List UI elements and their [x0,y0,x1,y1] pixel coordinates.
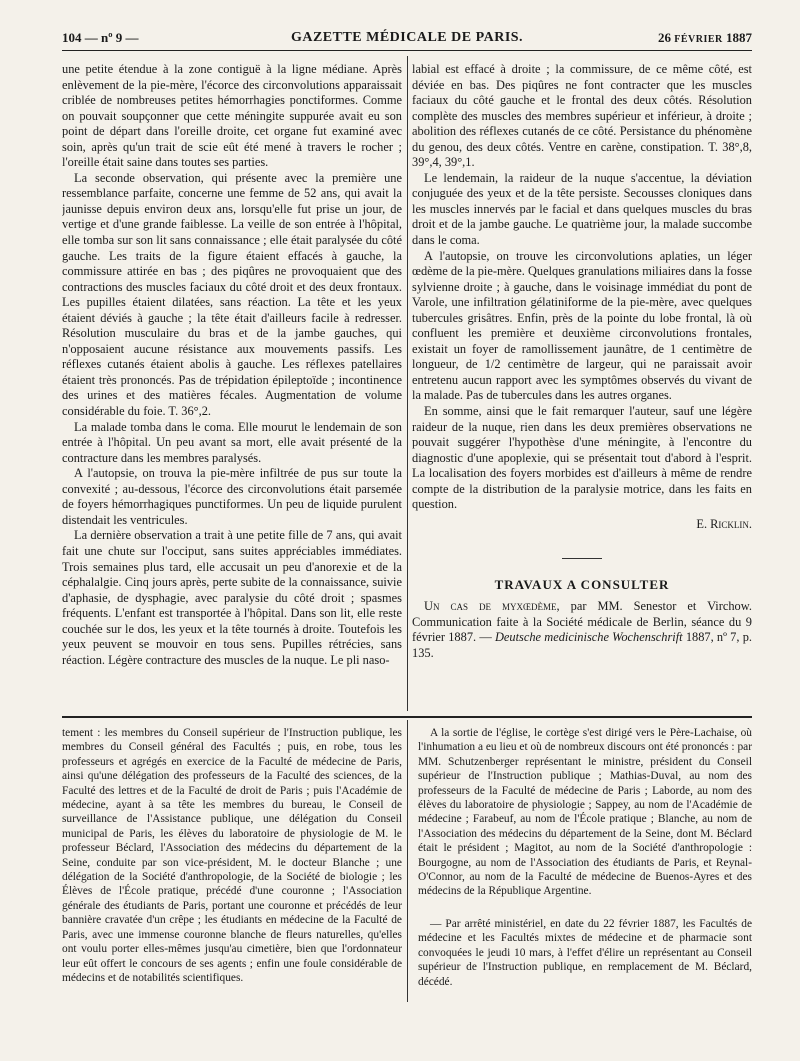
bottom-left-column [62,726,402,1006]
paragraph: La malade tomba dans le coma. Elle mourut le lendemain de son entrée à l'hôpital. Un peu avant sa mort, elle avait présenté de la contracture dans les membres paralysés. [62,419,402,465]
paragraph: La dernière observation a trait à une petite fille de 7 ans, qui avait fait une chute sur l'occiput, sans suites appréciables immédiates. Trois semaines plus tard, elle accusait un peu d'anorexie et de la céphalalgie. Cinq jours après, perte subite de la connaissance, suivie d'aphasie, de dysphagie, avec paralysie du côté droit ; spasmes fréquents. L'enfant est transportée à l'hôpital. Dans son lit, elle reste couchée sur le dos, les yeux et la tête tournés à droite. Toutefois les yeux peuvent se mouvoir en tous sens. Pupilles rétrécies, sans réaction. Légère contracture des muscles de la nuque. Le pli naso- [62,528,402,667]
section-divider [562,558,602,559]
feuilleton-rule [62,716,752,718]
column-divider-bottom [407,720,408,1002]
right-column [412,62,752,710]
paragraph: labial est effacé à droite ; la commissure, de ce même côté, est déviée en bas. Des piqûres ne font contracter que les muscles faciaux du côté gauche et le frontal des deux côtés. Résolution complète des muscles des membres supérieur et inférieur, à droite ; abolition des réflexes cutanés de ce côté. Persistance du phénomène du genou, des deux côtés. Ventre en carène, constipation. T. 38°,8, 39°,4, 39°,1. [412,62,752,170]
column-divider [407,56,408,711]
paragraph: La seconde observation, qui présente avec la première une ressemblance parfaite, concerne une femme de 52 ans, qui avait la jaunisse depuis environ deux ans, lorsqu'elle fut prise un jour, de vertige et d'une grande faiblesse. La veille de son entrée à l'hôpital, elle tomba sur son lit sans connaissance ; elle était paralysée du côté gauche. Les traits de la figure étaient effacés à gauche, la commissure attirée en bas ; des piqûres ne provoquaient que des contractions des muscles faciaux du côté droit et des deux frontaux. Les pupilles étaient dilatées, sans réaction. La tête et les yeux étaient déviés à gauche ; la tête était d'ailleurs facile à redresser. Résolution musculaire du bras et de la jambe gauches, qui n'opposaient aucune résistance aux mouvements passifs. Les réflexes cutanés étaient abolis à gauche. Les réflexes patellaires étaient très prononcés. Pas de trépidation épileptoïde ; incontinence des urines et des matières fécales. Augmentation de volume considérable du foie. T. 36°,2. [62,170,402,419]
paragraph: A la sortie de l'église, le cortège s'est dirigé vers le Père-Lachaise, où l'inhumation a eu lieu et où de nombreux discours ont été prononcés : par MM. Schutzenberger représentant le ministre, président du Conseil supérieur de l'Instruction publique ; Mathias-Duval, au nom des professeurs de la Faculté de médecine de Paris ; Laborde, au nom des élèves du laboratoire de physiologie ; Sappey, au nom de l'Académie de médecine ; Farabeuf, au nom de l'École pratique ; Blanche, au nom de l'Association des médecins du département de la Seine, dont M. Béclard était le président ; Magitot, au nom de la Société d'anthropologie : Bourgogne, au nom de l'Association des étudiants de Paris, et Reynal-O'Connor, au nom de la Faculté de médecine de Buenos-Ayres et des médecins de la République Argentine. [418,727,752,898]
left-column [62,62,402,710]
paragraph: A l'autopsie, on trouve les circonvolutions aplaties, un léger œdème de la pie-mère. Quelques granulations miliaires dans la fosse sylvienne droite ; à gauche, dans le voisinage immédiat du pont de Varole, une infiltration gélatiniforme de la pie-mère, avec quelques tubercules grisâtres. Enfin, près de la pointe du lobe frontal, là où confluent les première et deuxième circonvolutions frontales, existait un foyer de ramollissement jaunâtre, de 1 centimètre de longueur, de 1/2 centimètre de largeur, qui ne paraissait avoir entretenu aucun rapport avec les symptômes observés du vivant de la malade. Pas de tubercules dans les autres organes. [412,248,752,403]
paragraph: A l'autopsie, on trouva la pie-mère infiltrée de pus sur toute la convexité ; au-dessous, l'écorce des circonvolutions était parsemée de foyers hémorrhagiques punctiformes. Un peu de liquide purulent distendait les ventricules. [62,466,402,527]
reference-tail: 1887, nº 7, p. 135. [412,630,752,660]
page-header [62,30,752,50]
reference-entry [412,599,752,661]
reference-journal: Deutsche medicinische Wochenschrift [494,630,683,645]
paragraph: — Par arrêté ministériel, en date du 22 février 1887, les Facultés de médecine et les Facultés mixtes de médecine et de pharmacie sont convoquées le jeudi 10 mars, à l'effet d'élire un représentant au Conseil supérieur de l'Instruction publique, en remplacement de M. Béclard, décédé. [418,917,752,988]
issue-date-year: 1887 [726,30,752,45]
paragraph: Le lendemain, la raideur de la nuque s'accentue, la déviation conjuguée des yeux et de la tête persiste. Secousses cloniques dans les muscles innervés par le facial et dans quelques muscles du bras droit et de la jambe gauche. Le quatrième jour, la malade succombe dans le coma. [412,170,752,248]
issue-date [658,30,752,46]
reference-authors: par MM. Senestor et Virchow. [570,598,752,613]
paragraph: En somme, ainsi que le fait remarquer l'auteur, sauf une légère raideur de la nuque, rien dans les deux premières observations ne pouvait suggérer l'hypothèse d'une méningite, à l'encontre du diagnostic d'une apoplexie, qui se présentait tout d'abord à l'esprit. La localisation des foyers morbides est d'ailleurs à même de rendre compte de la distribution de la paralysie motrice, dans les faits en question. [412,404,752,512]
reference-lead: Un cas de myxœdème, [424,598,560,613]
section-title-text: TRAVAUX A CONSULTER [494,577,670,593]
signature-name: E. Ricklin. [696,516,752,531]
header-rule [62,50,752,51]
section-title [412,558,752,593]
issue-date-day: 26 [657,30,671,45]
article-signature [412,517,752,533]
paragraph: tement : les membres du Conseil supérieur de l'Instruction publique, les membres du Conseil général des Facultés ; puis, en robe, tous les professeurs et agrégés en exercice de la Faculté de médecine de Paris, ainsi qu'une délégation des professeurs de la Faculté des sciences, de la Faculté des lettres et de la Faculté de droit de Paris ; puis l'Académie de médecine, ayant à sa tête les membres du bureau, le Conseil de surveillance de l'Assistance publique, une délégation du Conseil municipal de Paris, les élèves du laboratoire de physiologie de M. le professeur Béclard, l'Association des médecins du département de la Seine, conduite par son vice-président, M. le docteur Blanche ; une délégation de la Société d'anthropologie, de la Société de biologie ; les Élèves de l'École pratique, précédé d'une couronne ; l'Association générale des étudiants de Paris, portant une couronne et précédés de leur bannière cravatée d'un crêpe ; les étudiants en médecine de la Faculté de Paris, avec une immense couronne blanche de fleurs naturelles, qu'elles ont voulu porter elles-mêmes jusqu'au cimetière, bien que l'ordonnateur leur eût offert le concours de ses agents ; enfin une foule considérable de médecins et de notabilités scientifiques. [62,727,402,984]
issue-date-month: FÉVRIER [674,34,723,45]
bottom-right-column [418,726,752,1006]
journal-title: GAZETTE MÉDICALE DE PARIS. [290,30,524,45]
page-number: 104 — nº 9 — [62,30,139,45]
paragraph: une petite étendue à la zone contiguë à la ligne médiane. Après enlèvement de la pie-mère, l'écorce des circonvolutions apparaissait criblée de nombreuses petites hémorrhagies ponctiformes. Comme on pouvait soupçonner que cette méningite suppurée avait eu son point de départ dans l'oreille droite, cet organe fut examiné avec soin, après qu'un trait de scie eût été mené à travers le rocher ; l'oreille était saine dans toutes ses parties. [62,62,402,170]
reference-text: Communication faite à la Société médicale de Berlin, séance du 9 février 1887. — [412,614,752,645]
